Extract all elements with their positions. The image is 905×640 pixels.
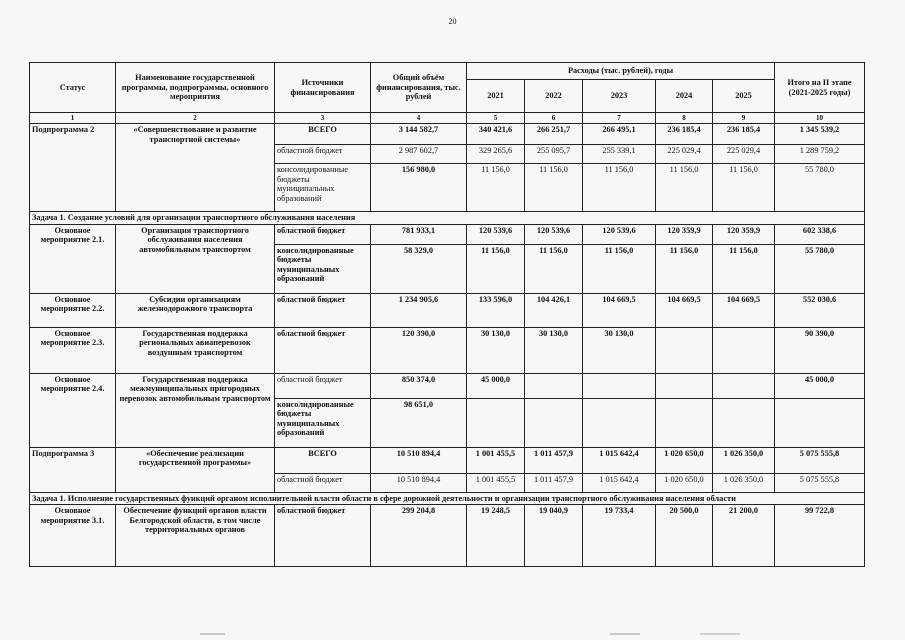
value-cell: 11 156,0: [467, 244, 525, 293]
header-stage-total: Итого на II этапе (2021-2025 годы): [775, 63, 865, 113]
value-cell: 19 733,4: [583, 505, 656, 567]
value-cell: 1 015 642,4: [583, 447, 656, 473]
value-cell: 1 001 455,5: [467, 473, 525, 492]
value-cell: 3 144 582,7: [371, 124, 467, 145]
value-cell: 225 029,4: [656, 145, 713, 164]
task-title: Задача 1. Создание условий для организации транспортного обслуживания населения: [30, 212, 865, 225]
status-cell: Основное мероприятие 2.1.: [30, 224, 116, 293]
status-cell: Основное мероприятие 2.3.: [30, 327, 116, 373]
value-cell: 30 130,0: [583, 327, 656, 373]
value-cell: 236 185,4: [713, 124, 775, 145]
value-cell: [656, 398, 713, 447]
table-row: [30, 327, 865, 373]
table-row: [30, 447, 865, 473]
value-cell: 11 156,0: [525, 244, 583, 293]
source-cell: ВСЕГО: [275, 124, 371, 145]
budget-table: [29, 62, 865, 567]
table-row: [30, 124, 865, 145]
value-cell: 120 539,6: [525, 224, 583, 244]
value-cell: 55 780,0: [775, 164, 865, 212]
value-cell: 104 669,5: [583, 293, 656, 327]
value-cell: 98 651,0: [371, 398, 467, 447]
value-cell: 1 001 455,5: [467, 447, 525, 473]
value-cell: 552 030,6: [775, 293, 865, 327]
column-index: 7: [583, 113, 656, 124]
column-index: 3: [275, 113, 371, 124]
page-number: 20: [448, 17, 457, 26]
name-cell: «Совершенствование и развитие транспортной системы»: [116, 124, 275, 212]
value-cell: 11 156,0: [656, 244, 713, 293]
column-index: 1: [30, 113, 116, 124]
value-cell: 11 156,0: [583, 164, 656, 212]
source-cell: областной бюджет: [275, 473, 371, 492]
column-index: 4: [371, 113, 467, 124]
header-status: Статус: [30, 63, 116, 113]
name-cell: Организация транспортного обслуживания населения автомобильным транспортом: [116, 224, 275, 293]
value-cell: 104 669,5: [656, 293, 713, 327]
value-cell: 236 185,4: [656, 124, 713, 145]
value-cell: 45 000,0: [775, 373, 865, 398]
value-cell: 255 339,1: [583, 145, 656, 164]
value-cell: 1 234 905,6: [371, 293, 467, 327]
header-year-2023: 2023: [583, 80, 656, 113]
value-cell: 11 156,0: [656, 164, 713, 212]
value-cell: 602 338,6: [775, 224, 865, 244]
source-cell: областной бюджет: [275, 145, 371, 164]
column-index: 6: [525, 113, 583, 124]
name-cell: Государственная поддержка межмуниципальных пригородных перевозок автомобильным транспортом: [116, 373, 275, 447]
value-cell: 10 510 894,4: [371, 447, 467, 473]
value-cell: 104 426,1: [525, 293, 583, 327]
value-cell: 30 130,0: [467, 327, 525, 373]
value-cell: 99 722,8: [775, 505, 865, 567]
value-cell: [525, 398, 583, 447]
source-cell: консолидированные бюджеты муниципальных образований: [275, 164, 371, 212]
source-cell: консолидированные бюджеты муниципальных образований: [275, 398, 371, 447]
value-cell: 20 500,0: [656, 505, 713, 567]
value-cell: [656, 373, 713, 398]
status-cell: Основное мероприятие 3.1.: [30, 505, 116, 567]
value-cell: 5 075 555,8: [775, 473, 865, 492]
value-cell: 120 359,9: [713, 224, 775, 244]
value-cell: 1 011 457,9: [525, 447, 583, 473]
column-index-row: [30, 113, 865, 124]
source-cell: областной бюджет: [275, 505, 371, 567]
value-cell: [583, 373, 656, 398]
name-cell: Обеспечение функций органов власти Белгородской области, в том числе территориальных органов: [116, 505, 275, 567]
column-index: 8: [656, 113, 713, 124]
task-title: Задача 1. Исполнение государственных функций органом исполнительной власти области в сфере дорожной деятельности и организации транспортного обслуживания населения области: [30, 492, 865, 505]
value-cell: [583, 398, 656, 447]
value-cell: 5 075 555,8: [775, 447, 865, 473]
value-cell: 11 156,0: [525, 164, 583, 212]
value-cell: 225 029,4: [713, 145, 775, 164]
value-cell: 156 980,0: [371, 164, 467, 212]
source-cell: областной бюджет: [275, 224, 371, 244]
name-cell: «Обеспечение реализации государственной программы»: [116, 447, 275, 492]
table-row: [30, 373, 865, 398]
value-cell: 1 020 650,0: [656, 447, 713, 473]
status-cell: Подпрограмма 3: [30, 447, 116, 492]
table-row: [30, 224, 865, 244]
value-cell: 1 011 457,9: [525, 473, 583, 492]
value-cell: 255 095,7: [525, 145, 583, 164]
table-row: [30, 293, 865, 327]
header-expenses: Расходы (тыс. рублей), годы: [467, 63, 775, 80]
value-cell: 11 156,0: [713, 244, 775, 293]
header-total: Общий объём финансирования, тыс. рублей: [371, 63, 467, 113]
value-cell: 45 000,0: [467, 373, 525, 398]
header-name: Наименование государственной программы, подпрограммы, основного мероприятия: [116, 63, 275, 113]
value-cell: 11 156,0: [467, 164, 525, 212]
value-cell: 1 015 642,4: [583, 473, 656, 492]
header-year-2021: 2021: [467, 80, 525, 113]
header-year-2025: 2025: [713, 80, 775, 113]
value-cell: [656, 327, 713, 373]
value-cell: [775, 398, 865, 447]
header-year-2024: 2024: [656, 80, 713, 113]
value-cell: 781 933,1: [371, 224, 467, 244]
value-cell: [713, 373, 775, 398]
name-cell: Субсидии организациям железнодорожного транспорта: [116, 293, 275, 327]
value-cell: 21 200,0: [713, 505, 775, 567]
value-cell: 266 251,7: [525, 124, 583, 145]
value-cell: 30 130,0: [525, 327, 583, 373]
source-cell: консолидированные бюджеты муниципальных образований: [275, 244, 371, 293]
value-cell: 11 156,0: [713, 164, 775, 212]
value-cell: 850 374,0: [371, 373, 467, 398]
header-year-2022: 2022: [525, 80, 583, 113]
value-cell: 1 289 759,2: [775, 145, 865, 164]
value-cell: 1 026 350,0: [713, 447, 775, 473]
source-cell: областной бюджет: [275, 373, 371, 398]
value-cell: 1 026 350,0: [713, 473, 775, 492]
source-cell: областной бюджет: [275, 293, 371, 327]
status-cell: Основное мероприятие 2.4.: [30, 373, 116, 447]
value-cell: 266 495,1: [583, 124, 656, 145]
value-cell: 120 359,9: [656, 224, 713, 244]
value-cell: 11 156,0: [583, 244, 656, 293]
value-cell: 133 596,0: [467, 293, 525, 327]
value-cell: 120 390,0: [371, 327, 467, 373]
value-cell: 104 669,5: [713, 293, 775, 327]
value-cell: 19 040,9: [525, 505, 583, 567]
value-cell: 10 510 894,4: [371, 473, 467, 492]
value-cell: 55 780,0: [775, 244, 865, 293]
value-cell: 90 390,0: [775, 327, 865, 373]
value-cell: 120 539,6: [467, 224, 525, 244]
column-index: 5: [467, 113, 525, 124]
source-cell: ВСЕГО: [275, 447, 371, 473]
task-row: [30, 492, 865, 505]
name-cell: Государственная поддержка региональных авиаперевозок воздушным транспортом: [116, 327, 275, 373]
value-cell: 299 204,8: [371, 505, 467, 567]
status-cell: Основное мероприятие 2.2.: [30, 293, 116, 327]
value-cell: [525, 373, 583, 398]
value-cell: 58 329,0: [371, 244, 467, 293]
value-cell: 329 265,6: [467, 145, 525, 164]
header-sources: Источники финансирования: [275, 63, 371, 113]
source-cell: областной бюджет: [275, 327, 371, 373]
value-cell: 1 345 539,2: [775, 124, 865, 145]
status-cell: Подпрограмма 2: [30, 124, 116, 212]
value-cell: 340 421,6: [467, 124, 525, 145]
scan-artifact: [0, 633, 905, 636]
value-cell: 120 539,6: [583, 224, 656, 244]
value-cell: 2 987 602,7: [371, 145, 467, 164]
value-cell: [467, 398, 525, 447]
table-row: [30, 505, 865, 567]
value-cell: [713, 398, 775, 447]
task-row: [30, 212, 865, 225]
value-cell: 1 020 650,0: [656, 473, 713, 492]
value-cell: 19 248,5: [467, 505, 525, 567]
column-index: 2: [116, 113, 275, 124]
column-index: 9: [713, 113, 775, 124]
column-index: 10: [775, 113, 865, 124]
value-cell: [713, 327, 775, 373]
